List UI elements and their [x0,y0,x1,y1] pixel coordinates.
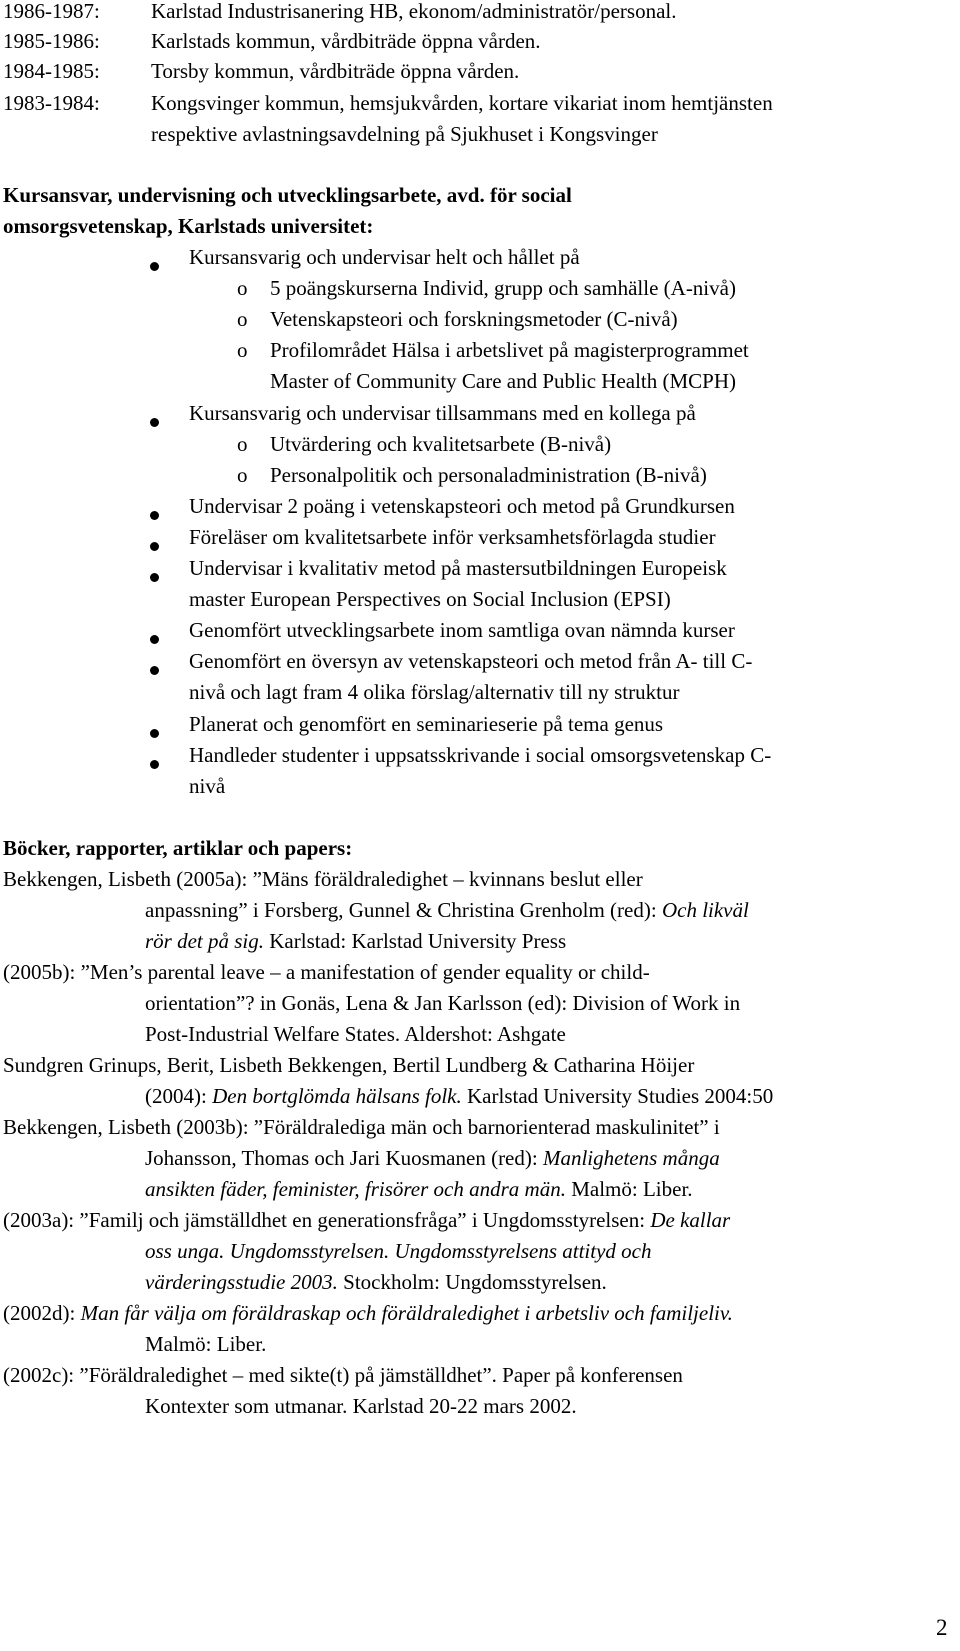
bullet-item-cont: nivå och lagt fram 4 olika förslag/alternativ till ny struktur [189,680,680,704]
sub-bullet-item: Personalpolitik och personaladministration (B-nivå) [270,463,707,487]
publication-line: orientation”? in Gonäs, Lena & Jan Karlsson (ed): Division of Work in [145,991,741,1015]
bullet-item: Föreläser om kvalitetsarbete inför verksamhetsförlagda studier [189,525,716,549]
publication-line: (2002c): ”Föräldraledighet – med sikte(t) på jämställdhet”. Paper på konferensen [3,1363,683,1387]
employment-text: Karlstads kommun, vårdbiträde öppna vården. [151,29,541,53]
publication-line: Malmö: Liber. [145,1332,267,1356]
sub-bullet-icon: o [237,463,248,487]
publication-text: Johansson, Thomas och Jari Kuosmanen (red): [145,1146,543,1170]
employment-text: Kongsvinger kommun, hemsjukvården, kortare vikariat inom hemtjänsten [151,91,773,115]
section-heading-teaching-cont: omsorgsvetenskap, Karlstads universitet: [3,214,374,238]
publication-line [145,1267,607,1298]
bullet-item: Handleder studenter i uppsatsskrivande i social omsorgsvetenskap C- [189,743,772,767]
publication-title: ansikten fäder, feminister, frisörer och andra män. [145,1177,566,1201]
publication-line [145,926,566,957]
sub-bullet-icon: o [237,338,248,362]
employment-years: 1984-1985: [3,59,100,83]
publication-title: Man får välja om föräldraskap och föräldraledighet i arbetsliv och familjeliv. [80,1301,733,1325]
sub-bullet-item: Profilområdet Hälsa i arbetslivet på magisterprogrammet [270,338,749,362]
bullet-icon [150,511,159,520]
bullet-icon [150,573,159,582]
publication-line [145,1081,773,1112]
bullet-icon [150,666,159,675]
publication-title: Den bortglömda hälsans folk. [212,1084,462,1108]
employment-row [3,88,773,119]
publication-text: Stockholm: Ungdomsstyrelsen. [337,1270,607,1294]
bullet-item: Genomfört utvecklingsarbete inom samtliga ovan nämnda kurser [189,618,735,642]
bullet-icon [150,729,159,738]
publication-line: Kontexter som utmanar. Karlstad 20-22 mars 2002. [145,1394,577,1418]
sub-bullet-item: 5 poängskurserna Individ, grupp och samhälle (A-nivå) [270,276,736,300]
publication-line [3,1205,730,1236]
employment-row [3,0,676,27]
publication-line: (2005b): ”Men’s parental leave – a manifestation of gender equality or child- [3,960,650,984]
publication-line [3,1298,733,1329]
sub-bullet-item-cont: Master of Community Care and Public Health (MCPH) [270,369,737,393]
bullet-item-cont: nivå [189,774,226,798]
bullet-item: Genomfört en översyn av vetenskapsteori och metod från A- till C- [189,649,753,673]
employment-years: 1985-1986: [3,29,100,53]
employment-text: Torsby kommun, vårdbiträde öppna vården. [151,59,520,83]
bullet-icon [150,635,159,644]
publication-line: Bekkengen, Lisbeth (2005a): ”Mäns föräldraledighet – kvinnans beslut eller [3,867,643,891]
employment-text: Karlstad Industrisanering HB, ekonom/administratör/personal. [151,0,677,23]
publication-text: (2002d): [3,1301,81,1325]
bullet-item: Undervisar 2 poäng i vetenskapsteori och metod på Grundkursen [189,494,735,518]
employment-row [3,26,541,57]
page-number: 2 [936,1615,948,1640]
sub-bullet-item: Utvärdering och kvalitetsarbete (B-nivå) [270,432,612,456]
publication-title: Manlighetens många [542,1146,720,1170]
publication-text: Karlstad: Karlstad University Press [264,929,567,953]
bullet-icon [150,262,159,271]
bullet-item-cont: master European Perspectives on Social Inclusion (EPSI) [189,587,671,611]
publication-text: (2004): [145,1084,213,1108]
publication-text: anpassning” i Forsberg, Gunnel & Christina Grenholm (red): [145,898,662,922]
bullet-icon [150,418,159,427]
publication-text: (2003a): ”Familj och jämställdhet en generationsfråga” i Ungdomsstyrelsen: [3,1208,651,1232]
bullet-item: Planerat och genomfört en seminarieserie på tema genus [189,712,664,736]
publication-title: värderingsstudie 2003. [145,1270,338,1294]
bullet-icon [150,760,159,769]
publication-title: De kallar [650,1208,731,1232]
publication-text: Malmö: Liber. [565,1177,693,1201]
employment-row [3,56,519,87]
bullet-item: Undervisar i kvalitativ metod på mastersutbildningen Europeisk [189,556,727,580]
employment-text-continued: respektive avlastningsavdelning på Sjukhuset i Kongsvinger [151,122,658,146]
sub-bullet-icon: o [237,307,248,331]
bullet-item: Kursansvarig och undervisar helt och hållet på [189,245,580,269]
bullet-item: Kursansvarig och undervisar tillsammans med en kollega på [189,401,696,425]
publication-text: Karlstad University Studies 2004:50 [461,1084,774,1108]
employment-years: 1986-1987: [3,0,100,23]
sub-bullet-icon: o [237,432,248,456]
bullet-icon [150,542,159,551]
publication-line: oss unga. Ungdomsstyrelsen. Ungdomsstyrelsens attityd och [145,1239,652,1263]
publication-title: rör det på sig. [145,929,265,953]
section-heading-publications: Böcker, rapporter, artiklar och papers: [3,836,353,860]
section-heading-teaching: Kursansvar, undervisning och utvecklingsarbete, avd. för social [3,183,572,207]
publication-title: Och likväl [661,898,749,922]
publication-line [145,1143,720,1174]
publication-line: Post-Industrial Welfare States. Aldershot: Ashgate [145,1022,566,1046]
employment-years: 1983-1984: [3,91,100,115]
publication-line [145,895,749,926]
publication-line [145,1174,693,1205]
publication-line: Sundgren Grinups, Berit, Lisbeth Bekkengen, Bertil Lundberg & Catharina Höijer [3,1053,695,1077]
publication-line: Bekkengen, Lisbeth (2003b): ”Föräldralediga män och barnorienterad maskulinitet” i [3,1115,720,1139]
sub-bullet-icon: o [237,276,248,300]
sub-bullet-item: Vetenskapsteori och forskningsmetoder (C-nivå) [270,307,678,331]
